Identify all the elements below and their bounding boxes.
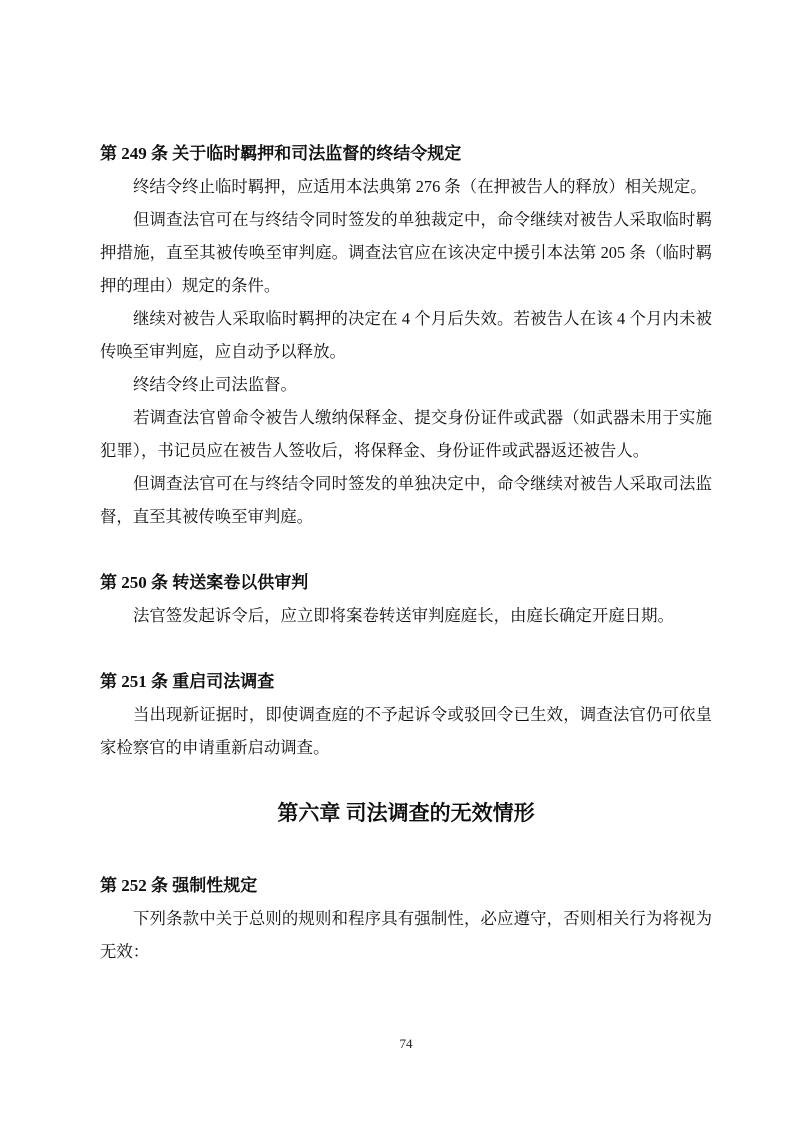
article-250 [100, 566, 712, 632]
article-249-paragraph-2: 但调查法官可在与终结令同时签发的单独裁定中，命令继续对被告人采取临时羁押措施，直至其被传唤至审判庭。调查法官应在该决定中援引本法第 205 条（临时羁押的理由）规定的条件。 [100, 210, 712, 295]
article-249-paragraph-4: 终结令终止司法监督。 [133, 375, 297, 394]
article-252-heading: 第 252 条 强制性规定 [100, 876, 258, 895]
article-251-paragraph-1: 当出现新证据时，即使调查庭的不予起诉令或驳回令已生效，调查法官仍可依皇家检察官的申请重新启动调查。 [100, 705, 712, 757]
page-number: 74 [399, 1036, 413, 1051]
article-249-paragraph-5: 若调查法官曾命令被告人缴纳保释金、提交身份证件或武器（如武器未用于实施犯罪），书记员应在被告人签收后，将保释金、身份证件或武器返还被告人。 [100, 408, 712, 460]
article-250-paragraph-1: 法官签发起诉令后，应立即将案卷转送审判庭庭长，由庭长确定开庭日期。 [133, 606, 674, 625]
article-249-heading: 第 249 条 关于临时羁押和司法监督的终结令规定 [100, 144, 462, 163]
article-249-paragraph-6: 但调查法官可在与终结令同时签发的单独决定中，命令继续对被告人采取司法监督，直至其被传唤至审判庭。 [100, 474, 712, 526]
article-249 [100, 137, 712, 533]
article-251-heading: 第 251 条 重启司法调查 [100, 672, 275, 691]
page-content [100, 137, 712, 968]
article-252 [100, 869, 712, 968]
article-252-paragraph-1: 下列条款中关于总则的规则和程序具有强制性，必应遵守，否则相关行为将视为无效： [100, 909, 712, 961]
chapter-heading: 第六章 司法调查的无效情形 [277, 801, 535, 825]
article-250-heading: 第 250 条 转送案卷以供审判 [100, 573, 309, 592]
article-249-paragraph-3: 继续对被告人采取临时羁押的决定在 4 个月后失效。若被告人在该 4 个月内未被传唤至审判庭，应自动予以释放。 [100, 309, 712, 361]
article-249-paragraph-1: 终结令终止临时羁押，应适用本法典第 276 条（在押被告人的释放）相关规定。 [133, 177, 707, 196]
article-251 [100, 665, 712, 764]
